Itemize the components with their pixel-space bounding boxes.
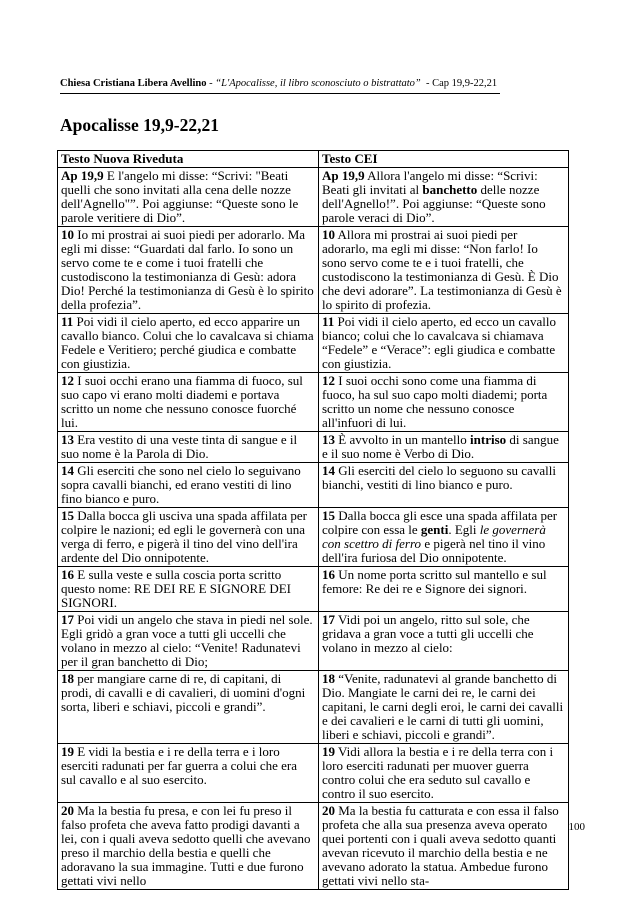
table-row bbox=[58, 463, 569, 508]
cei-cell bbox=[319, 612, 569, 671]
verse-number: 10 bbox=[322, 227, 335, 242]
header-book-title: “L'Apocalisse, il libro sconosciuto o bistrattato” bbox=[215, 78, 421, 89]
verse-text: E l'angelo mi disse: “Scrivi: "Beati quelli che sono invitati alla cena delle nozze dell'Agnello"”. Poi aggiunse: “Queste sono le parole veritiere di Dio”. bbox=[61, 168, 299, 225]
verse-emphasis: intriso bbox=[470, 432, 507, 447]
nuova-riveduta-cell bbox=[58, 612, 319, 671]
nuova-riveduta-cell bbox=[58, 671, 319, 744]
verse-text: Un nome porta scritto sul mantello e sul femore: Re dei re e Signore dei signori. bbox=[322, 567, 547, 596]
verse-number: 12 bbox=[322, 373, 335, 388]
comparison-table bbox=[57, 150, 569, 890]
verse-number: Ap 19,9 bbox=[61, 168, 104, 183]
cei-cell bbox=[319, 744, 569, 803]
verse-number: 16 bbox=[322, 567, 335, 582]
verse-number: 18 bbox=[322, 671, 335, 686]
table-row bbox=[58, 432, 569, 463]
verse-number: 17 bbox=[61, 612, 74, 627]
verse-number: 15 bbox=[322, 508, 335, 523]
comparison-table-wrapper bbox=[57, 150, 568, 888]
verse-number: 15 bbox=[61, 508, 74, 523]
verse-text: Allora mi prostrai ai suoi piedi per adorarlo, ma egli mi disse: “Non farlo! Io sono servo come te e i tuoi fratelli, che custodiscono la testimonianza di Gesù. È Dio che devi adorare”. La testimonianza di Gesù è lo spirito di profezia. bbox=[322, 227, 562, 312]
verse-number: 10 bbox=[61, 227, 74, 242]
verse-text: Ma la bestia fu catturata e con essa il falso profeta che alla sua presenza aveva operato quei portenti con i quali aveva sedotto quanti avevan ricevuto il marchio della bestia e ne avevano adorato la statua. Ambedue furono gettati vivi nello sta- bbox=[322, 803, 559, 888]
verse-text: Dalla bocca gli usciva una spada affilata per colpire le nazioni; ed egli le governerà con una verga di ferro, e pigerà il tino del vino dell'ira ardente del Dio onnipotente. bbox=[61, 508, 307, 565]
table-row bbox=[58, 227, 569, 314]
verse-number: 20 bbox=[61, 803, 74, 818]
table-header-row bbox=[58, 151, 569, 168]
verse-text: . Egli bbox=[448, 522, 480, 537]
verse-number: 11 bbox=[61, 314, 74, 329]
nuova-riveduta-cell bbox=[58, 744, 319, 803]
verse-number: 20 bbox=[322, 803, 335, 818]
header-organization: Chiesa Cristiana Libera Avellino bbox=[60, 78, 207, 89]
header-rule bbox=[60, 93, 500, 94]
verse-number: 19 bbox=[61, 744, 74, 759]
table-row bbox=[58, 168, 569, 227]
verse-text: E vidi la bestia e i re della terra e i loro eserciti radunati per far guerra a colui che era sul cavallo e al suo esercito. bbox=[61, 744, 298, 787]
verse-emphasis: le governerà con scettro di ferro bbox=[322, 522, 546, 551]
verse-emphasis: banchetto bbox=[422, 182, 478, 197]
verse-text: Poi vidi il cielo aperto, ed ecco un cavallo bianco; colui che lo cavalcava si chiamava “Fedele” e “Verace”: egli giudica e combatte con giustizia. bbox=[322, 314, 556, 371]
column-header-nuova-riveduta: Testo Nuova Riveduta bbox=[58, 151, 319, 168]
table-row bbox=[58, 508, 569, 567]
cei-cell bbox=[319, 168, 569, 227]
table-body bbox=[58, 168, 569, 890]
table-row bbox=[58, 803, 569, 890]
table-row bbox=[58, 671, 569, 744]
verse-number: 14 bbox=[322, 463, 335, 478]
table-row bbox=[58, 373, 569, 432]
verse-number: 13 bbox=[322, 432, 335, 447]
cei-cell bbox=[319, 508, 569, 567]
verse-text: Dalla bocca gli esce una spada affilata per colpire con essa le bbox=[322, 508, 558, 537]
nuova-riveduta-cell bbox=[58, 227, 319, 314]
verse-number: 16 bbox=[61, 567, 74, 582]
cei-cell bbox=[319, 227, 569, 314]
page-title: Apocalisse 19,9-22,21 bbox=[60, 115, 219, 135]
verse-text: Poi vidi un angelo che stava in piedi nel sole. Egli gridò a gran voce a tutti gli uccelli che volano in mezzo al cielo: “Venite! Radunatevi per il gran banchetto di Dio; bbox=[61, 612, 313, 669]
verse-text: per mangiare carne di re, di capitani, di prodi, di cavalli e di cavalieri, di uomini d'ogni sorta, liberi e schiavi, piccoli e grandi”. bbox=[61, 671, 306, 714]
verse-text: Gli eserciti che sono nel cielo lo seguivano sopra cavalli bianchi, ed erano vestiti di lino fino bianco e puro. bbox=[61, 463, 301, 506]
verse-number: 19 bbox=[322, 744, 335, 759]
table-row bbox=[58, 314, 569, 373]
verse-text: I suoi occhi sono come una fiamma di fuoco, ha sul suo capo molti diademi; porta scritto un nome che nessuno conosce all'infuori di lui. bbox=[322, 373, 548, 430]
verse-number: 18 bbox=[61, 671, 74, 686]
verse-text: delle nozze dell'Agnello!”. Poi aggiunse: “Queste sono parole veraci di Dio”. bbox=[322, 182, 546, 225]
verse-number: 11 bbox=[322, 314, 335, 329]
verse-text: Vidi poi un angelo, ritto sul sole, che gridava a gran voce a tutti gli uccelli che volano in mezzo al cielo: bbox=[322, 612, 534, 655]
verse-text: e pigerà nel tino il vino dell'ira furiosa del Dio onnipotente. bbox=[322, 536, 546, 565]
verse-text: di sangue e il suo nome è Verbo di Dio. bbox=[322, 432, 559, 461]
nuova-riveduta-cell bbox=[58, 168, 319, 227]
verse-text: Era vestito di una veste tinta di sangue e il suo nome è la Parola di Dio. bbox=[61, 432, 298, 461]
nuova-riveduta-cell bbox=[58, 463, 319, 508]
verse-number: 12 bbox=[61, 373, 74, 388]
table-row bbox=[58, 567, 569, 612]
nuova-riveduta-cell bbox=[58, 432, 319, 463]
table-row bbox=[58, 744, 569, 803]
verse-number: 17 bbox=[322, 612, 335, 627]
cei-cell bbox=[319, 671, 569, 744]
page-number: 100 bbox=[568, 821, 585, 833]
table-row bbox=[58, 612, 569, 671]
cei-cell bbox=[319, 463, 569, 508]
nuova-riveduta-cell bbox=[58, 373, 319, 432]
verse-number: 14 bbox=[61, 463, 74, 478]
header-chapter: - Cap 19,9-22,21 bbox=[420, 78, 498, 89]
nuova-riveduta-cell bbox=[58, 567, 319, 612]
verse-text: Ma la bestia fu presa, e con lei fu preso il falso profeta che aveva fatto prodigi davanti a lei, con i quali aveva sedotto quelli che avevano preso il marchio della bestia e quelli che adoravano la sua immagine. Tutti e due furono gettati vivi nello bbox=[61, 803, 311, 888]
verse-text: Io mi prostrai ai suoi piedi per adorarlo. Ma egli mi disse: “Guardati dal farlo. Io sono un servo come te e come i tuoi fratelli che custodiscono la testimonianza di Gesù: adora Dio! Perché la testimonianza di Gesù è lo spirito della profezia”. bbox=[61, 227, 314, 312]
verse-number: Ap 19,9 bbox=[322, 168, 365, 183]
verse-number: 13 bbox=[61, 432, 74, 447]
header-separator: - bbox=[206, 78, 216, 89]
cei-cell bbox=[319, 567, 569, 612]
nuova-riveduta-cell bbox=[58, 803, 319, 890]
verse-text: I suoi occhi erano una fiamma di fuoco, sul suo capo vi erano molti diademi e portava scritto un nome che nessuno conosce fuorché lui. bbox=[61, 373, 303, 430]
cei-cell bbox=[319, 314, 569, 373]
verse-text: Poi vidi il cielo aperto, ed ecco apparire un cavallo bianco. Colui che lo cavalcava si chiama Fedele e Veritiero; perché giudica e combatte con giustizia. bbox=[61, 314, 314, 371]
verse-emphasis: genti bbox=[420, 522, 449, 537]
nuova-riveduta-cell bbox=[58, 508, 319, 567]
cei-cell bbox=[319, 803, 569, 890]
verse-text: “Venite, radunatevi al grande banchetto di Dio. Mangiate le carni dei re, le carni dei capitani, le carni degli eroi, le carni dei cavalli e dei cavalieri e le carni di tutti gli uomini, liberi e schiavi, piccoli e grandi”. bbox=[322, 671, 564, 742]
running-header bbox=[60, 78, 580, 90]
verse-text: È avvolto in un mantello bbox=[335, 432, 471, 447]
column-header-cei: Testo CEI bbox=[319, 151, 569, 168]
cei-cell bbox=[319, 373, 569, 432]
verse-text: Allora l'angelo mi disse: “Scrivi: Beati gli invitati al bbox=[322, 168, 538, 197]
verse-text: E sulla veste e sulla coscia porta scritto questo nome: RE DEI RE E SIGNORE DEI SIGNORI. bbox=[61, 567, 292, 610]
verse-text: Vidi allora la bestia e i re della terra con i loro eserciti radunati per muover guerra contro colui che era seduto sul cavallo e contro il suo esercito. bbox=[322, 744, 554, 801]
nuova-riveduta-cell bbox=[58, 314, 319, 373]
cei-cell bbox=[319, 432, 569, 463]
verse-text: Gli eserciti del cielo lo seguono su cavalli bianchi, vestiti di lino bianco e puro. bbox=[322, 463, 556, 492]
